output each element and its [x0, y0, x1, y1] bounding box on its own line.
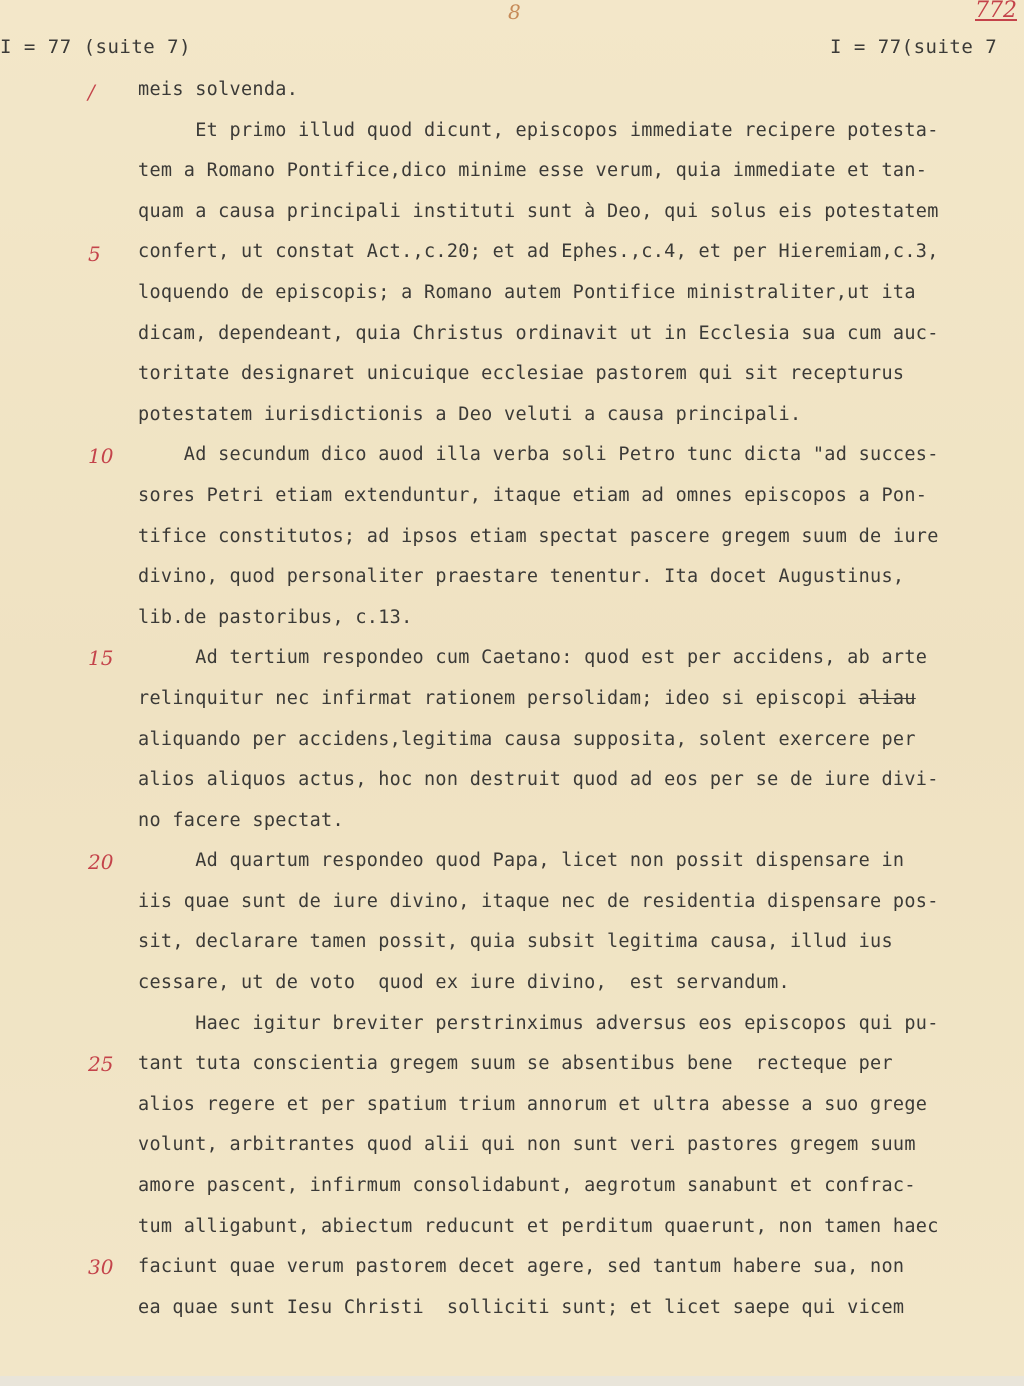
text-line-16-main: relinquitur nec infirmat rationem persolidam; ideo si episcopi [138, 687, 859, 709]
typed-body-text [138, 70, 1018, 1328]
text-line-6: loquendo de episcopis; a Romano autem Pontifice ministraliter,ut ita [138, 281, 916, 303]
margin-line-number-15: 15 [88, 646, 114, 670]
text-line-18: alios aliquos actus, hoc non destruit quod ad eos per se de iure divi- [138, 769, 939, 791]
text-line-11: sores Petri etiam extenduntur, itaque etiam ad omnes episcopos a Pon- [138, 484, 928, 506]
text-line-28: amore pascent, infirmum consolidabunt, aegrotum sanabunt et confrac- [138, 1175, 916, 1197]
margin-line-number-20: 20 [88, 850, 114, 874]
margin-line-number-25: 25 [88, 1052, 114, 1076]
text-line-17: aliquando per accidens,legitima causa supposita, solent exercere per [138, 728, 916, 750]
text-line-7: dicam, dependeant, quia Christus ordinavit ut in Ecclesia sua cum auc- [138, 322, 939, 344]
pencil-folio-mark: 8 [508, 0, 521, 24]
text-line-22: sit, declarare tamen possit, quia subsit legitima causa, illud ius [138, 931, 893, 953]
text-line-20: Ad quartum respondeo quod Papa, licet non possit dispensare in [138, 850, 905, 872]
red-folio-number: 772 [975, 0, 1017, 23]
text-line-30: faciunt quae verum pastorem decet agere, sed tantum habere sua, non [138, 1256, 905, 1278]
text-line-27: volunt, arbitrantes quod alii qui non sunt veri pastores gregem suum [138, 1134, 916, 1156]
text-line-14: lib.de pastoribus, c.13. [138, 606, 413, 628]
margin-mark-start: / [88, 80, 95, 104]
text-line-4: quam a causa principali instituti sunt à Deo, qui solus eis potestatem [138, 200, 939, 222]
header-left-reference: I = 77 (suite 7) [0, 36, 192, 58]
text-line-1: meis solvenda. [138, 79, 299, 100]
margin-line-number-30: 30 [88, 1255, 114, 1279]
text-line-26: alios regere et per spatium trium annorum et ultra abesse a suo grege [138, 1093, 928, 1115]
text-line-8: toritate designaret unicuique ecclesiae pastorem qui sit recepturus [138, 363, 905, 385]
header-right-reference: I = 77(suite 7 [830, 36, 998, 58]
text-line-19: no facere spectat. [138, 809, 344, 831]
text-line-13: divino, quod personaliter praestare tenentur. Ita docet Augustinus, [138, 566, 905, 588]
text-line-25: tant tuta conscientia gregem suum se absentibus bene recteque per [138, 1053, 893, 1075]
text-line-23: cessare, ut de voto quod ex iure divino, est servandum. [138, 972, 790, 994]
text-line-15: Ad tertium respondeo cum Caetano: quod est per accidens, ab arte [138, 647, 928, 669]
margin-line-number-10: 10 [88, 444, 114, 468]
text-line-3: tem a Romano Pontifice,dico minime esse verum, quia immediate et tan- [138, 160, 928, 182]
text-line-16 [138, 679, 1018, 720]
text-line-2: Et primo illud quod dicunt, episcopos immediate recipere potesta- [138, 119, 939, 141]
text-line-21: iis quae sunt de iure divino, itaque nec de residentia dispensare pos- [138, 890, 939, 912]
text-line-24: Haec igitur breviter perstrinximus adversus eos episcopos qui pu- [138, 1012, 939, 1034]
text-line-29: tum alligabunt, abiectum reducunt et perditum quaerunt, non tamen haec [138, 1215, 939, 1237]
struck-out-word: aliau [858, 687, 916, 709]
text-line-5: confert, ut constat Act.,c.20; et ad Ephes.,c.4, et per Hieremiam,c.3, [138, 241, 939, 263]
margin-line-number-5: 5 [88, 242, 101, 266]
text-line-31: ea quae sunt Iesu Christi solliciti sunt; et licet saepe qui vicem [138, 1296, 905, 1318]
text-line-12: tifice constitutos; ad ipsos etiam spectat pascere gregem suum de iure [138, 525, 939, 547]
text-line-10: Ad secundum dico auod illa verba soli Petro tunc dicta "ad succes- [138, 444, 939, 466]
scan-bottom-edge [0, 1376, 1024, 1386]
text-line-9: potestatem iurisdictionis a Deo veluti a causa principali. [138, 403, 802, 425]
